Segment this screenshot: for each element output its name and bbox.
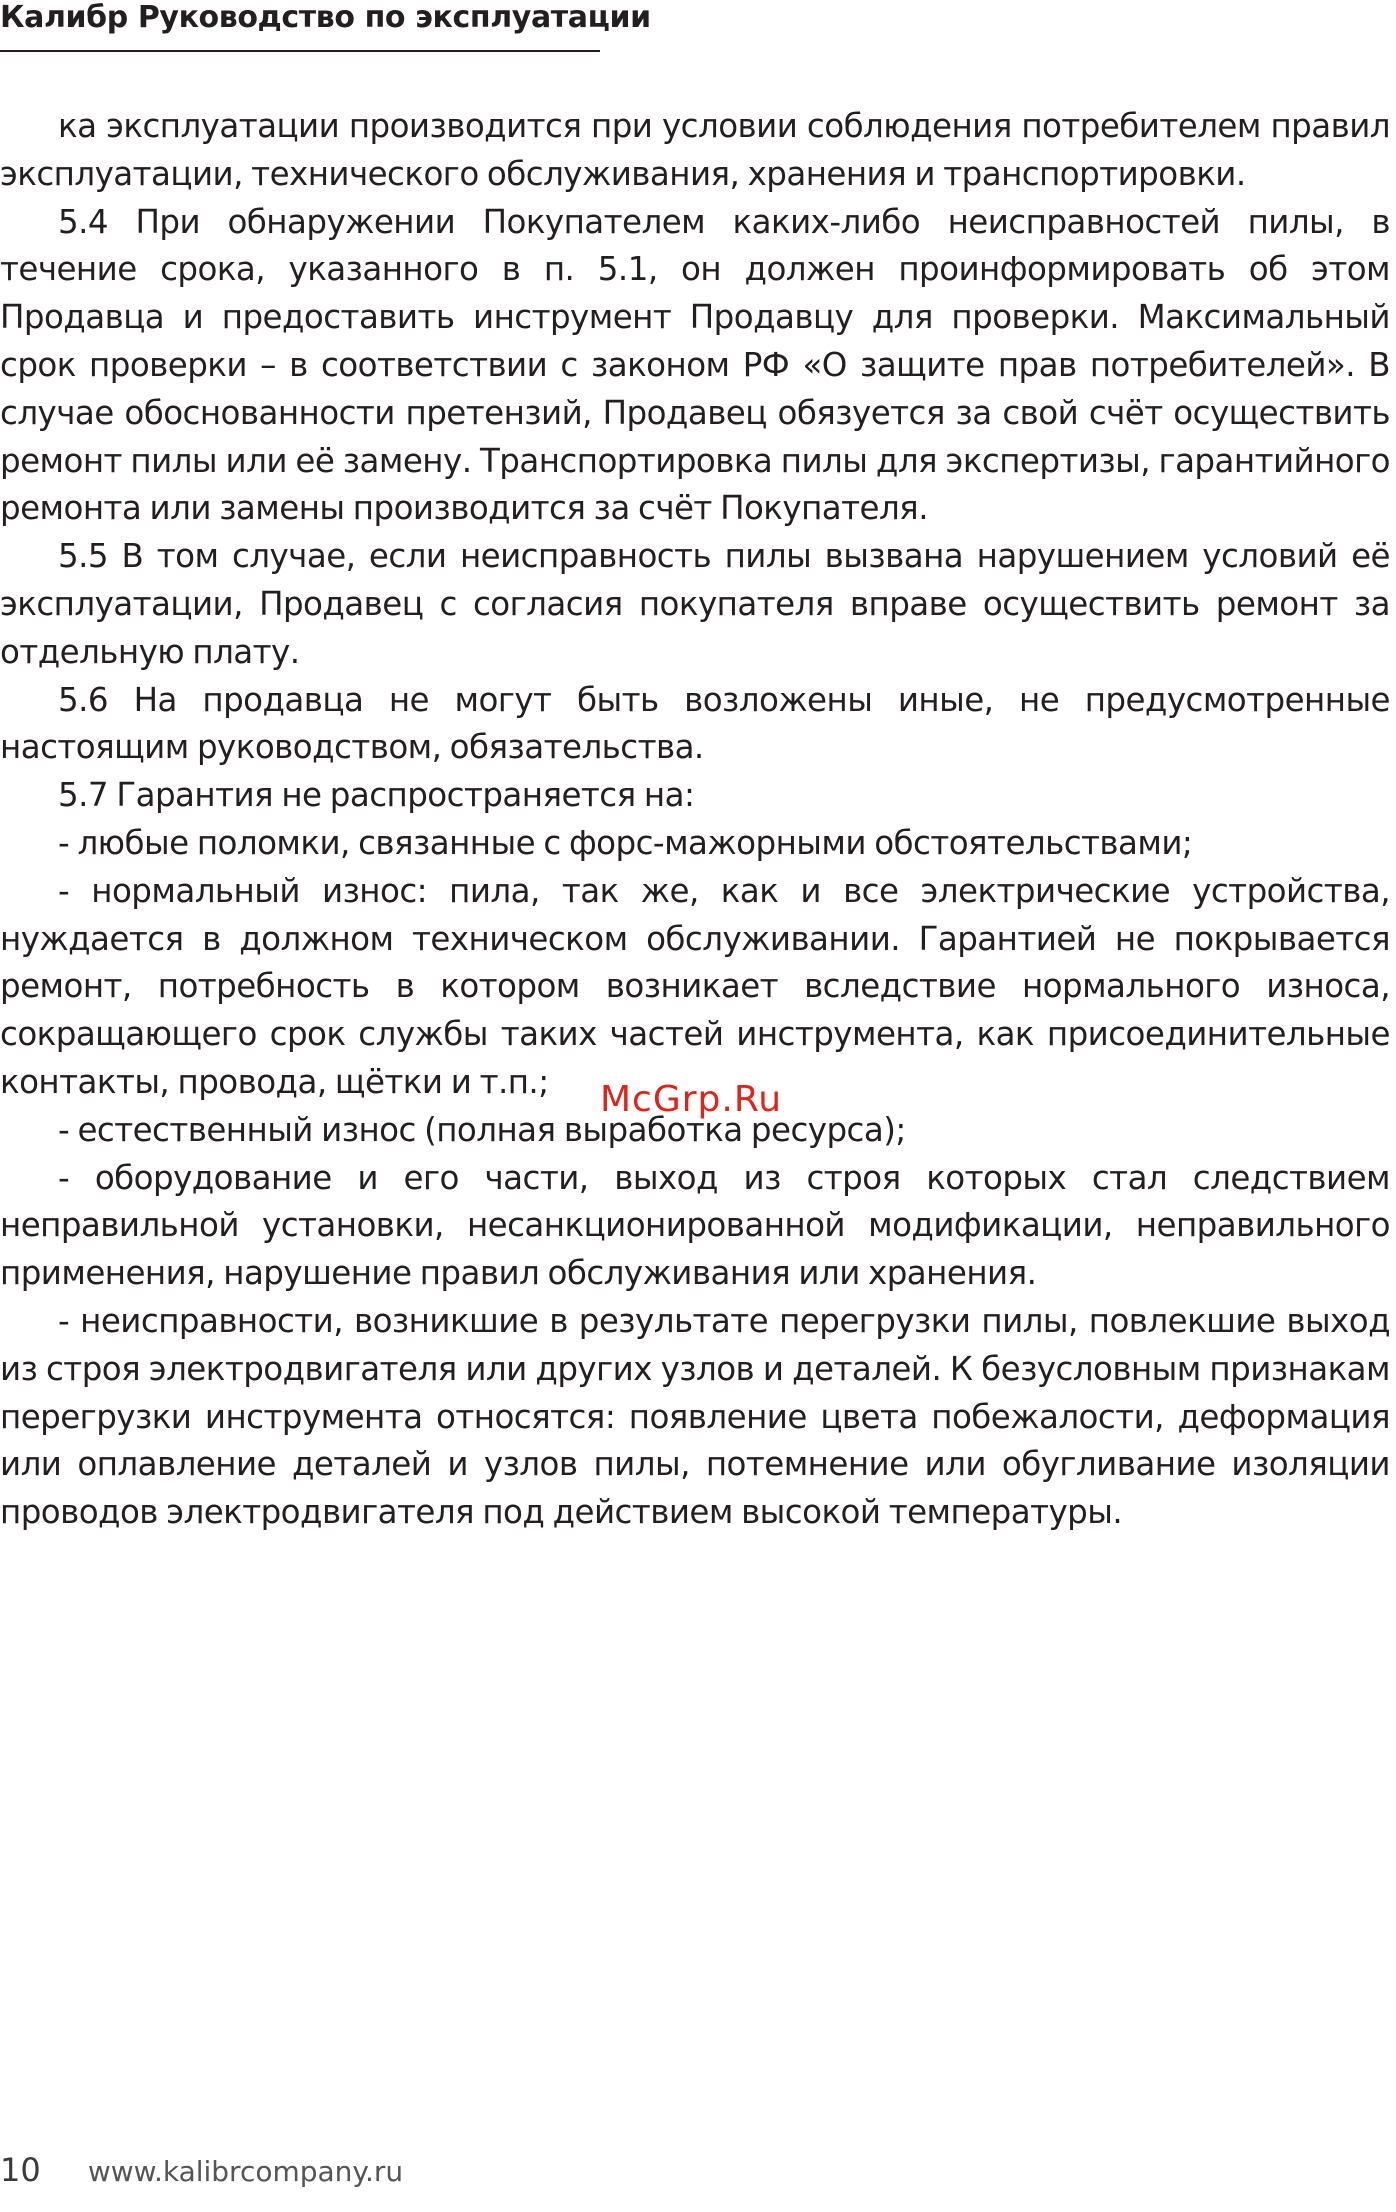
list-item-improper-use: - оборудование и его части, выход из строя которых стал следствием неправильной установки, несанкционированной модификации, неправильного применения, нарушение правил обслуживания или хранения.	[0, 1158, 1390, 1293]
list-item-normal-wear: - нормальный износ: пила, так же, как и все электрические устройства, нуждается в должном техническом обслуживании. Гарантией не покрывается ремонт, потребность в котором возникает вследствие нормального износа, сокращающего срок службы таких частей инструмента, как присоединительные контакты, провода, щётки и т.п.;	[0, 871, 1390, 1101]
page-number: 10	[0, 2151, 41, 2189]
paragraph-continuation: ка эксплуатации производится при условии соблюдения потребителем правил эксплуатации, технического обслуживания, хранения и транспортировки.	[0, 107, 1390, 193]
paragraph-5-4: 5.4 При обнаружении Покупателем каких-либо неисправностей пилы, в течение срока, указанного в п. 5.1, он должен проинформировать об этом Продавца и предоставить инструмент Продавцу для проверки. Максимальный срок проверки – в соответствии с законом РФ «О защите прав потребителей». В случае обоснованности претензий, Продавец обязуется за свой счёт осуществить ремонт пилы или её замену. Транспортировка пилы для экспертизы, гарантийного ремонта или замены производится за счёт Покупателя.	[0, 202, 1390, 528]
document-title: Калибр Руководство по эксплуатации	[0, 0, 651, 35]
list-item-natural-wear: - естественный износ (полная выработка ресурса);	[58, 1110, 906, 1149]
main-text	[0, 103, 1390, 1537]
paragraph-5-5: 5.5 В том случае, если неисправность пилы вызвана нарушением условий её эксплуатации, Продавец с согласия покупателя вправе осуществить ремонт за отдельную плату.	[0, 537, 1390, 671]
paragraph-5-7: 5.7 Гарантия не распространяется на:	[58, 776, 695, 815]
paragraph-5-6: 5.6 На продавца не могут быть возложены иные, не предусмотренные настоящим руководством, обязательства.	[0, 680, 1390, 767]
page-footer	[0, 2148, 403, 2192]
watermark-text: McGrp.Ru	[600, 1079, 783, 1120]
list-item-force-majeure: - любые поломки, связанные с форс-мажорными обстоятельствами;	[58, 823, 1193, 862]
page-header	[0, 0, 651, 52]
list-item-overload: - неисправности, возникшие в результате перегрузки пилы, повлекшие выход из строя электродвигателя или других узлов и деталей. К безусловным признакам перегрузки инструмента относятся: появление цвета побежалости, деформация или оплавление деталей и узлов пилы, потемнение или обугливание изоляции проводов электродвигателя под действием высокой температуры.	[0, 1301, 1390, 1532]
website-link[interactable]: www.kalibrcompany.ru	[87, 2155, 404, 2188]
